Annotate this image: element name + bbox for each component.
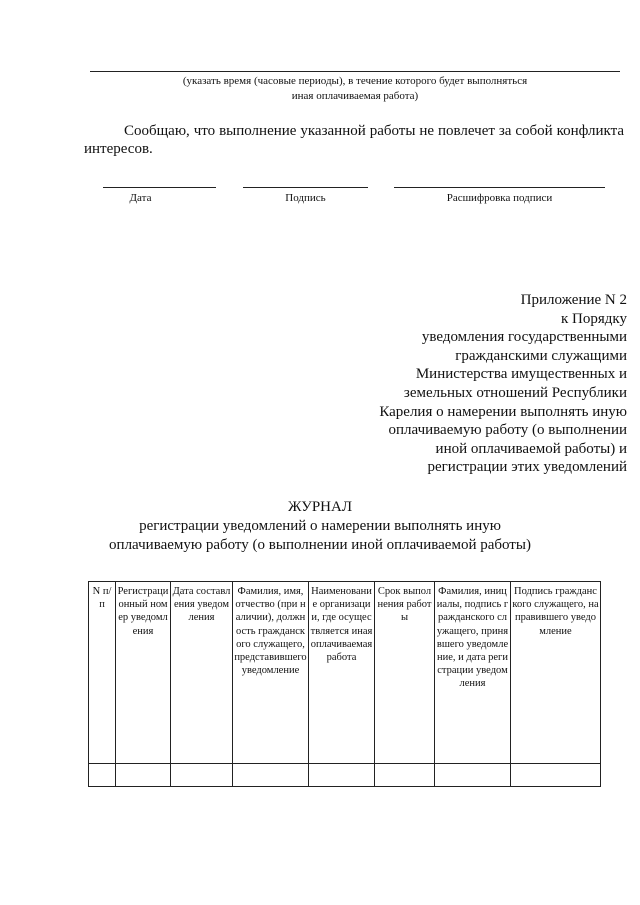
appendix-line: гражданскими служащими: [455, 347, 627, 364]
table-cell: [375, 764, 435, 787]
statement-paragraph: Сообщаю, что выполнение указанной работы не повлечет за собой конфликта интересов.: [84, 123, 624, 157]
time-period-caption-line2: иная оплачиваемая работа): [291, 90, 419, 102]
signature-label: Подпись: [285, 192, 326, 204]
signature-line: [243, 187, 368, 188]
journal-table: [88, 581, 601, 787]
appendix-line: оплачиваемую работу (о выполнении: [388, 422, 627, 439]
appendix-line: иной оплачиваемой работы) и: [435, 440, 627, 457]
table-cell: [511, 764, 601, 787]
column-header-number: N п/п: [89, 582, 116, 764]
journal-header-row: [89, 582, 601, 764]
journal-subtitle-line1: регистрации уведомлений о намерении выполнять иную: [139, 518, 501, 534]
table-cell: [233, 764, 309, 787]
table-cell: [89, 764, 116, 787]
decryption-label: Расшифровка подписи: [446, 192, 553, 204]
column-header-submitter: Фамилия, имя, отчество (при наличии), должность гражданского служащего, представившего уведомление: [233, 582, 309, 764]
journal-title-block: [0, 498, 640, 555]
column-header-receiver: Фамилия, инициалы, подпись гражданского служащего, принявшего уведомление, и дата регистрации уведомления: [435, 582, 511, 764]
appendix-line: земельных отношений Республики: [403, 384, 627, 401]
appendix-header: [330, 291, 627, 477]
column-header-date: Дата составления уведомления: [171, 582, 233, 764]
date-label: Дата: [129, 192, 152, 204]
time-period-line: [90, 71, 620, 72]
column-header-registration-number: Регистрационный номер уведомления: [116, 582, 171, 764]
appendix-line: Карелия о намерении выполнять иную: [379, 403, 627, 420]
table-cell: [171, 764, 233, 787]
journal-title: ЖУРНАЛ: [287, 499, 353, 515]
appendix-line: регистрации этих уведомлений: [427, 459, 627, 476]
appendix-line: уведомления государственными: [421, 329, 627, 346]
decryption-line: [394, 187, 605, 188]
column-header-organization: Наименование организации, где осуществляется иная оплачиваемая работа: [309, 582, 375, 764]
appendix-line: Министерства имущественных и: [415, 366, 627, 383]
appendix-line: к Порядку: [561, 310, 627, 327]
table-cell: [116, 764, 171, 787]
journal-subtitle-line2: оплачиваемую работу (о выполнении иной оплачиваемой работы): [109, 537, 531, 553]
appendix-line: Приложение N 2: [520, 292, 627, 308]
table-row: [89, 764, 601, 787]
table-cell: [435, 764, 511, 787]
column-header-term: Срок выполнения работы: [375, 582, 435, 764]
time-period-caption-line1: (указать время (часовые периоды), в течение которого будет выполняться: [182, 75, 528, 87]
date-line: [103, 187, 216, 188]
table-cell: [309, 764, 375, 787]
column-header-signature: Подпись гражданского служащего, направившего уведомление: [511, 582, 601, 764]
time-period-caption: [90, 74, 620, 104]
